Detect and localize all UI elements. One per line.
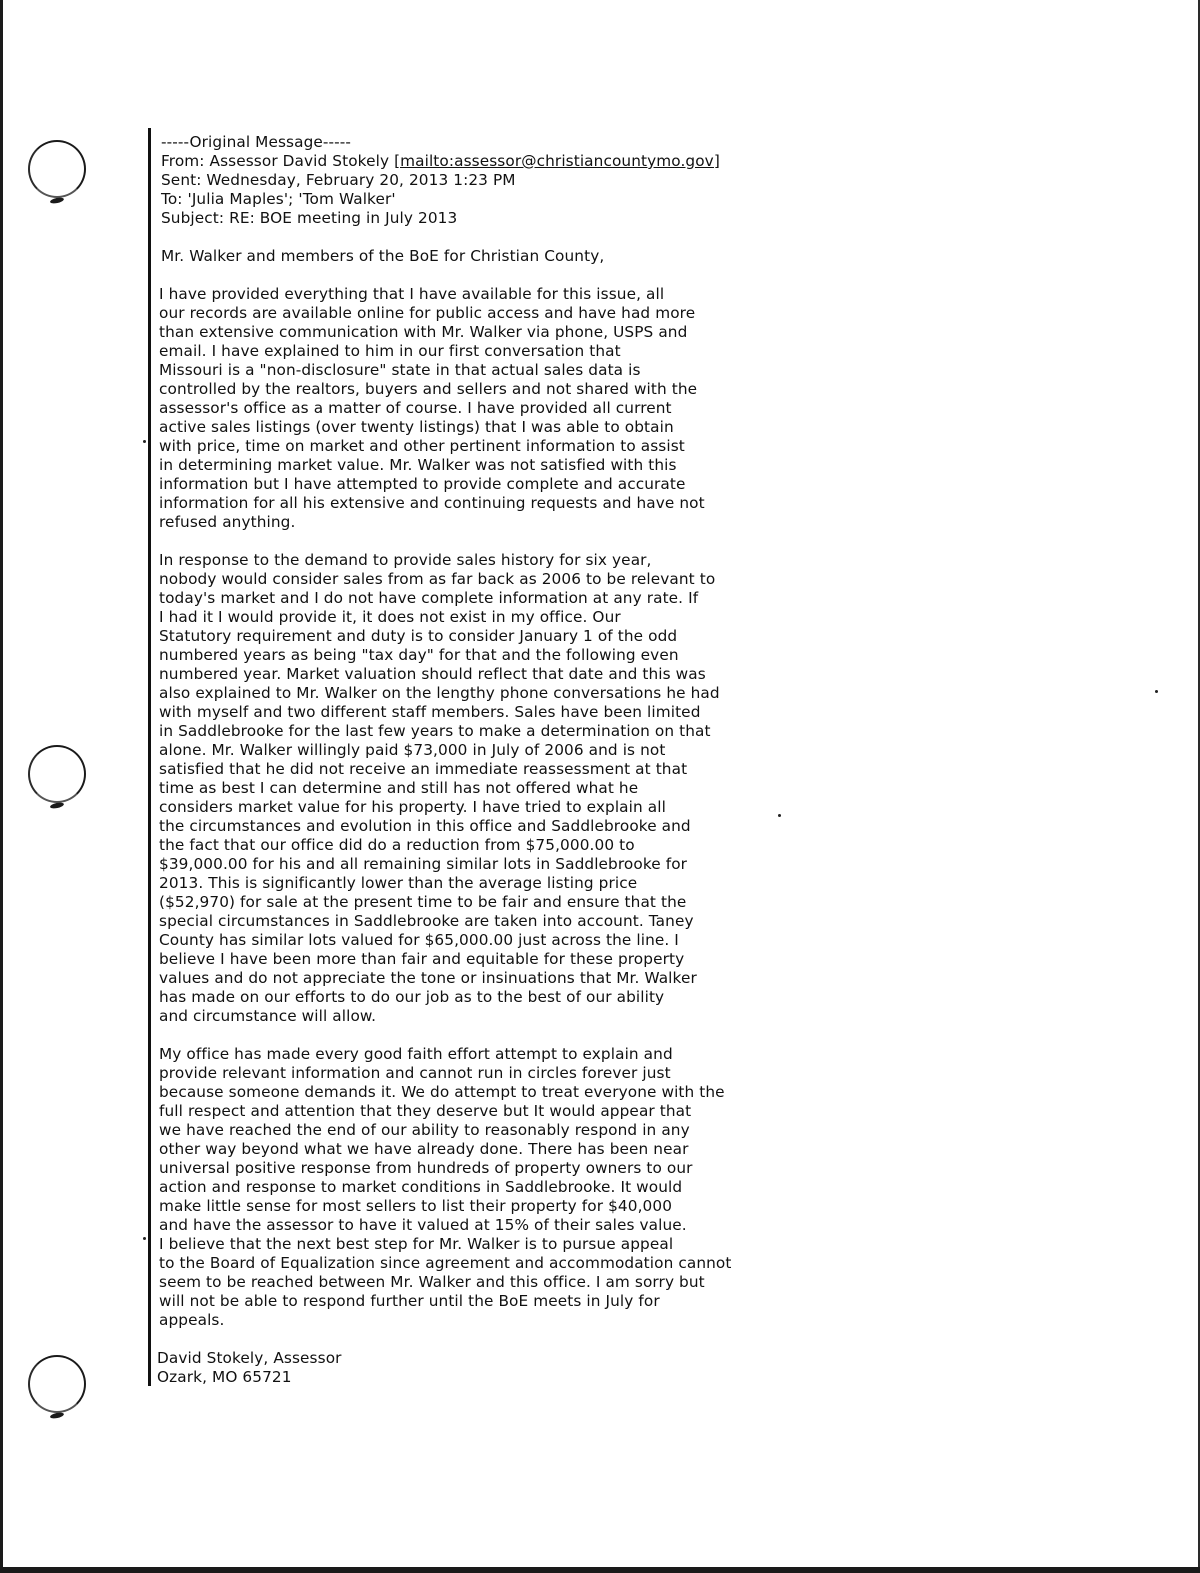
punch-hole-bottom	[28, 1355, 86, 1413]
scan-speck	[778, 814, 781, 817]
paragraph-line: County has similar lots valued for $65,000.00 just across the line. I	[159, 931, 679, 949]
paragraph-line: ($52,970) for sale at the present time to be fair and ensure that the	[159, 893, 687, 911]
paragraph-line: make little sense for most sellers to list their property for $40,000	[159, 1197, 673, 1215]
paragraph-line: seem to be reached between Mr. Walker and this office. I am sorry but	[159, 1273, 705, 1291]
paragraph-line: has made on our efforts to do our job as to the best of our ability	[159, 988, 665, 1006]
paragraph-line: full respect and attention that they deserve but It would appear that	[159, 1102, 692, 1120]
paragraph-line: provide relevant information and cannot run in circles forever just	[159, 1064, 671, 1082]
from-line	[161, 152, 761, 171]
paragraph-line: information for all his extensive and continuing requests and have not	[159, 494, 705, 512]
paragraph-line: I had it I would provide it, it does not exist in my office. Our	[159, 608, 621, 626]
paragraph-line: information but I have attempted to provide complete and accurate	[159, 475, 686, 493]
paragraph-line: I have provided everything that I have available for this issue, all	[159, 285, 665, 303]
quote-bar	[148, 128, 151, 1386]
scan-speck	[143, 1237, 146, 1240]
paragraph-line: also explained to Mr. Walker on the lengthy phone conversations he had	[159, 684, 720, 702]
paragraph-line: $39,000.00 for his and all remaining similar lots in Saddlebrooke for	[159, 855, 688, 873]
paragraph-line: appeals.	[159, 1311, 225, 1329]
paragraph-line: with myself and two different staff members. Sales have been limited	[159, 703, 701, 721]
paragraph-line: to the Board of Equalization since agreement and accommodation cannot	[159, 1254, 732, 1272]
paragraph-line: in Saddlebrooke for the last few years to make a determination on that	[159, 722, 711, 740]
paragraph-line: and circumstance will allow.	[159, 1007, 377, 1025]
paragraph-line: action and response to market conditions in Saddlebrooke. It would	[159, 1178, 683, 1196]
paragraph-line: My office has made every good faith effort attempt to explain and	[159, 1045, 673, 1063]
paragraph-line: considers market value for his property. I have tried to explain all	[159, 798, 666, 816]
paragraph-line: universal positive response from hundreds of property owners to our	[159, 1159, 693, 1177]
from-label: From: Assessor David Stokely	[161, 152, 395, 170]
paragraph-line: time as best I can determine and still has not offered what he	[159, 779, 639, 797]
paragraph-line: numbered year. Market valuation should reflect that date and this was	[159, 665, 706, 683]
paragraph-line: active sales listings (over twenty listings) that I was able to obtain	[159, 418, 674, 436]
paragraph-line: with price, time on market and other pertinent information to assist	[159, 437, 685, 455]
spacer	[161, 1026, 761, 1045]
scan-speck	[1155, 690, 1158, 693]
to-line: To: 'Julia Maples'; 'Tom Walker'	[161, 190, 396, 208]
page-bottom-edge	[0, 1567, 1200, 1573]
paragraph-line: we have reached the end of our ability to reasonably respond in any	[159, 1121, 690, 1139]
paragraph-line: numbered years as being "tax day" for that and the following even	[159, 646, 679, 664]
mailto-link[interactable]: [mailto:assessor@christiancountymo.gov]	[394, 152, 720, 170]
paragraph-line: than extensive communication with Mr. Walker via phone, USPS and	[159, 323, 688, 341]
scan-speck	[143, 440, 146, 443]
paragraph-line: nobody would consider sales from as far back as 2006 to be relevant to	[159, 570, 716, 588]
greeting: Mr. Walker and members of the BoE for Christian County,	[161, 247, 605, 265]
paragraph-line: I believe that the next best step for Mr. Walker is to pursue appeal	[159, 1235, 674, 1253]
paragraph-line: because someone demands it. We do attempt to treat everyone with the	[159, 1083, 725, 1101]
original-message-label: -----Original Message-----	[161, 133, 351, 151]
paragraph-line: In response to the demand to provide sales history for six year,	[159, 551, 652, 569]
paragraph-line: refused anything.	[159, 513, 296, 531]
paragraph-line: Statutory requirement and duty is to consider January 1 of the odd	[159, 627, 678, 645]
paragraph-line: email. I have explained to him in our first conversation that	[159, 342, 621, 360]
email-document	[157, 133, 761, 1387]
paragraph-line: assessor's office as a matter of course. I have provided all current	[159, 399, 672, 417]
paragraph-line: the fact that our office did do a reduction from $75,000.00 to	[159, 836, 635, 854]
subject-line: Subject: RE: BOE meeting in July 2013	[161, 209, 458, 227]
paragraph-line: in determining market value. Mr. Walker was not satisfied with this	[159, 456, 677, 474]
paragraph-line: special circumstances in Saddlebrooke are taken into account. Taney	[159, 912, 694, 930]
paragraph-2	[159, 551, 761, 1026]
paragraph-line: 2013. This is significantly lower than the average listing price	[159, 874, 638, 892]
paragraph-line: Missouri is a "non-disclosure" state in that actual sales data is	[159, 361, 641, 379]
punch-hole-middle	[28, 745, 86, 803]
paragraph-line: controlled by the realtors, buyers and sellers and not shared with the	[159, 380, 698, 398]
paragraph-1	[159, 285, 761, 532]
paragraph-line: other way beyond what we have already done. There has been near	[159, 1140, 689, 1158]
paragraph-line: values and do not appreciate the tone or insinuations that Mr. Walker	[159, 969, 697, 987]
paragraph-line: today's market and I do not have complete information at any rate. If	[159, 589, 699, 607]
paragraph-line: and have the assessor to have it valued at 15% of their sales value.	[159, 1216, 687, 1234]
page-left-edge	[0, 0, 3, 1573]
paragraph-line: will not be able to respond further until the BoE meets in July for	[159, 1292, 660, 1310]
spacer	[161, 532, 761, 551]
paragraph-line: alone. Mr. Walker willingly paid $73,000 in July of 2006 and is not	[159, 741, 666, 759]
spacer	[161, 1330, 761, 1349]
signature-block	[157, 1349, 761, 1387]
signature-location: Ozark, MO 65721	[157, 1368, 292, 1386]
punch-hole-top	[28, 140, 86, 198]
sent-line: Sent: Wednesday, February 20, 2013 1:23 PM	[161, 171, 516, 189]
email-header	[161, 133, 761, 228]
paragraph-line: the circumstances and evolution in this office and Saddlebrooke and	[159, 817, 691, 835]
spacer	[161, 228, 761, 247]
paragraph-line: satisfied that he did not receive an immediate reassessment at that	[159, 760, 688, 778]
paragraph-line: our records are available online for public access and have had more	[159, 304, 696, 322]
spacer	[161, 266, 761, 285]
paragraph-line: believe I have been more than fair and equitable for these property	[159, 950, 685, 968]
signature-name: David Stokely, Assessor	[157, 1349, 342, 1367]
paragraph-3	[159, 1045, 761, 1330]
